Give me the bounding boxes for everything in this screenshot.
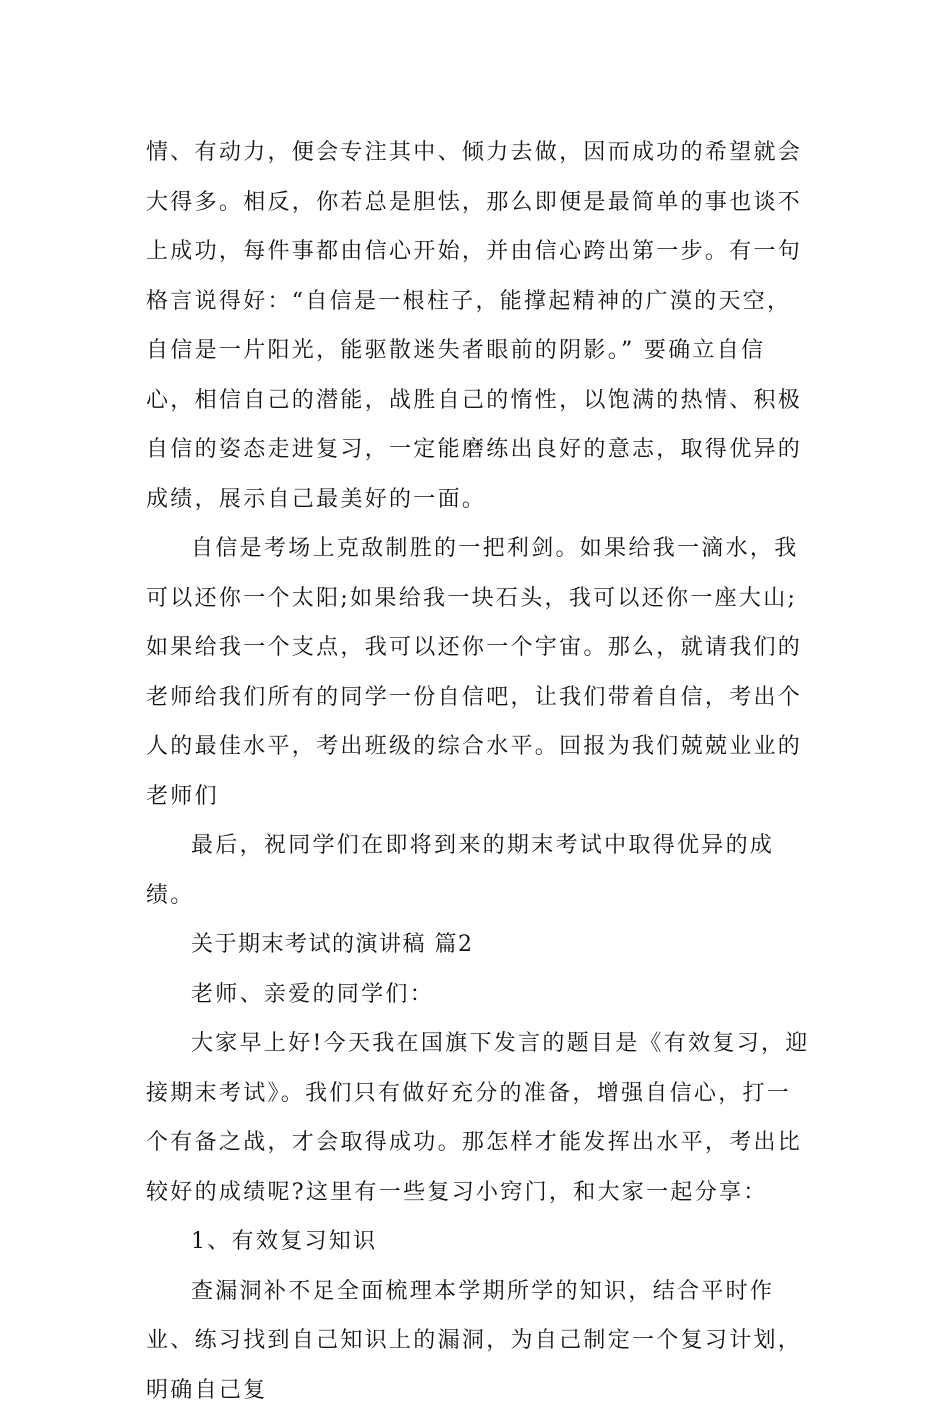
paragraph-intro: 大家早上好!今天我在国旗下发言的题目是《有效复习，迎接期末考试》。我们只有做好充分的准备，增强自信心，打一个有备之战，才会取得成功。那怎样才能发挥出水平，考出比较好的成绩呢?这里有一些复习小窍门，和大家一起分享： [146,1019,810,1217]
salutation: 老师、亲爱的同学们： [146,970,810,1020]
paragraph-closing-wish: 最后，祝同学们在即将到来的期末考试中取得优异的成绩。 [146,821,810,920]
section-heading: 关于期末考试的演讲稿 篇2 [146,920,810,970]
list-item-heading: 1、有效复习知识 [146,1217,810,1267]
paragraph-confidence: 自信是考场上克敌制胜的一把利剑。如果给我一滴水，我可以还你一个太阳;如果给我一块石头，我可以还你一座大山;如果给我一个支点，我可以还你一个宇宙。那么，就请我们的老师给我们所有的同学一份自信吧，让我们带着自信，考出个人的最佳水平，考出班级的综合水平。回报为我们兢兢业业的老师们 [146,524,810,821]
paragraph-review: 查漏洞补不足全面梳理本学期所学的知识，结合平时作业、练习找到自己知识上的漏洞，为自己制定一个复习计划，明确自己复 [146,1267,810,1415]
paragraph-continuation: 情、有动力，便会专注其中、倾力去做，因而成功的希望就会大得多。相反，你若总是胆怯，那么即便是最简单的事也谈不上成功，每件事都由信心开始，并由信心跨出第一步。有一句格言说得好：“自信是一根柱子，能撑起精神的广漠的天空，自信是一片阳光，能驱散迷失者眼前的阴影。” 要确立自信心，相信自己的潜能，战胜自己的惰性，以饱满的热情、积极自信的姿态走进复习，一定能磨练出良好的意志，取得优异的成绩，展示自己最美好的一面。 [146,128,810,524]
document-body [146,128,810,1415]
